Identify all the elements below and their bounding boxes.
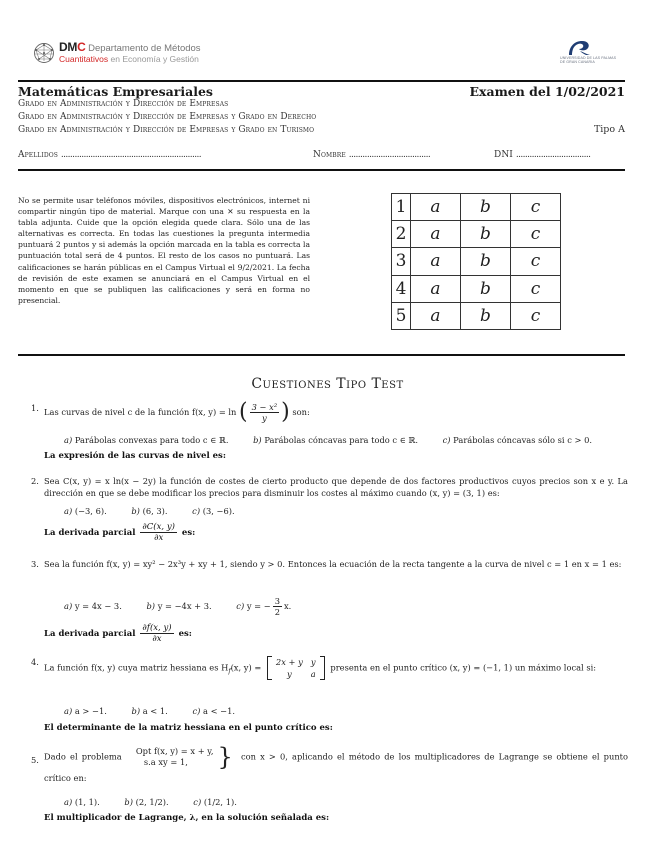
- dmc-line1: Departamento de Métodos: [88, 43, 201, 54]
- answer-cell-c[interactable]: c: [511, 302, 561, 329]
- dni-field[interactable]: [494, 150, 590, 160]
- question-3-options: [64, 596, 313, 617]
- question-number: 4.: [31, 657, 39, 667]
- option-b[interactable]: b) Parábolas cóncavas para todo c ∈ ℝ.: [253, 435, 418, 445]
- option-b[interactable]: b) a < 1.: [131, 706, 168, 716]
- option-b[interactable]: b) (6, 3).: [131, 506, 168, 516]
- option-b[interactable]: b) y = −4x + 3.: [146, 601, 212, 611]
- option-a[interactable]: a) (−3, 6).: [64, 506, 107, 516]
- answer-cell-a[interactable]: a: [411, 194, 461, 221]
- name-field[interactable]: [313, 150, 430, 160]
- degree-line-3: Grado en Administración y Dirección de Empresas y Grado en Turismo: [18, 125, 315, 135]
- fraction: $\frac{\partial f(x, y)}{\partial x}$: [142, 623, 172, 644]
- answer-cell-a[interactable]: a: [411, 221, 461, 248]
- question-2: [31, 475, 628, 499]
- instructions-text: No se permite usar teléfonos móviles, dispositivos electrónicos, internet ni compartir ningún tipo de material. Marque con una ✕ su respuesta en la tabla adjunta. Cuide que la opción elegida quede clara. Sólo una de las alternativas es correcta. En todas las cuestiones la pregunta intermedia puntuará 2 puntos y si además la opción marcada en la tabla es correcta la puntuación total será de 4 puntos. El resto de los casos no puntuará. Las calificaciones se harán públicas en el Campus Virtual el 9/2/2021. La fecha de revisión de este examen se anunciará en el Campus Virtual en el momento en que se publiquen las calificaciones y será en forma no presencial.: [18, 196, 310, 305]
- answer-cell-a[interactable]: a: [411, 302, 461, 329]
- question-4-options: [64, 706, 257, 716]
- header-top-rule: [18, 80, 625, 82]
- right-paren: ): [281, 399, 290, 425]
- answer-cell-b[interactable]: b: [461, 221, 511, 248]
- question-5-options: [64, 797, 259, 807]
- answer-cell-a[interactable]: a: [411, 275, 461, 302]
- section-divider-rule: [18, 354, 625, 356]
- ulpgc-emblem-icon: [566, 40, 592, 56]
- option-c[interactable]: c) a < −1.: [192, 706, 236, 716]
- question-4-sub: El determinante de la matriz hessiana en el punto crítico es:: [44, 723, 333, 733]
- option-a[interactable]: a) Parábolas convexas para todo c ∈ ℝ.: [64, 435, 229, 445]
- ulpgc-logo: [560, 40, 630, 65]
- question-text: Sea C(x, y) = x ln(x − 2y) la función de costes de cierto producto que depende de dos factores productivos cuyos precios son x e y. La dirección en que se debe modificar los precios para disminuir los costes al máximo cuando (x, y) = (3, 1) es:: [44, 476, 628, 498]
- question-text: Las curvas de nivel c de la función f(x, y) = ln: [44, 407, 237, 417]
- dmc-line2-rest: en Economía y Gestión: [108, 54, 199, 64]
- answer-cell-b[interactable]: b: [461, 194, 511, 221]
- answer-cell-b[interactable]: b: [461, 275, 511, 302]
- answer-row-2: [392, 221, 561, 248]
- question-3-sub: La derivada parcial $\frac{\partial f(x, y)}{\partial x}$ es:: [44, 623, 192, 644]
- question-number: 1.: [31, 403, 39, 413]
- option-c[interactable]: c) Parábolas cóncavas sólo si c > 0.: [442, 435, 593, 445]
- section-title: Cuestiones Tipo Test: [251, 376, 404, 392]
- option-a[interactable]: a) a > −1.: [64, 706, 107, 716]
- dmc-abbr: DM: [59, 40, 78, 54]
- ulpgc-line1: UNIVERSIDAD DE LAS PALMAS: [560, 56, 617, 60]
- fraction: $\frac{\partial C(x, y)}{\partial x}$: [142, 522, 175, 543]
- exam-type: Tipo A: [593, 124, 625, 135]
- name-dots: ....................................: [348, 150, 431, 160]
- question-2-sub: La derivada parcial $\frac{\partial C(x, y)}{\partial x}$ es:: [44, 522, 196, 543]
- answer-cell-c[interactable]: c: [511, 275, 561, 302]
- hessian-matrix: 2x + y y y a: [267, 656, 325, 680]
- question-text: Sea la función f(x, y) = xy² − 2x³y + xy + 1, siendo y > 0. Entonces la ecuación de la recta tangente a la curva de nivel c = 1 en x = 1 es:: [44, 559, 622, 569]
- answer-row-4: [392, 275, 561, 302]
- question-1: 1. Las curvas de nivel c de la función f(x, y) = ln ( $\frac{\text{3 − x²}}{y}$ ) son:: [31, 399, 310, 425]
- dmc-abbr-c: C: [77, 40, 86, 54]
- left-paren: (: [239, 399, 248, 425]
- name-label: Nombre: [313, 150, 346, 160]
- answer-row-5: [392, 302, 561, 329]
- option-c[interactable]: c) (3, −6).: [192, 506, 235, 516]
- answer-cell-c[interactable]: c: [511, 194, 561, 221]
- header-bottom-rule: [18, 169, 625, 171]
- question-5: 5. Dado el problema Opt f(x, y) = x + y, s.a xy = 1, } con x > 0, aplicando el método de los multiplicadores de Lagrange se obtiene el punto crítico en:: [31, 743, 629, 783]
- ulpgc-line2: DE GRAN CANARIA: [560, 60, 595, 65]
- answer-table: [391, 193, 561, 330]
- question-3: [31, 558, 628, 570]
- answer-cell-b[interactable]: b: [461, 302, 511, 329]
- answer-cell-c[interactable]: c: [511, 248, 561, 275]
- degree-line-1: Grado en Administración y Dirección de Empresas: [18, 99, 229, 109]
- question-number: 2.: [31, 476, 39, 486]
- row-number: 1: [392, 194, 411, 221]
- question-1-options: [64, 435, 614, 445]
- row-number: 5: [392, 302, 411, 329]
- exam-date: Examen del 1/02/2021: [469, 84, 625, 99]
- dni-label: DNI: [494, 150, 513, 160]
- degree-line-2: Grado en Administración y Dirección de Empresas y Grado en Derecho: [18, 112, 317, 122]
- surname-field[interactable]: [18, 150, 201, 160]
- option-a[interactable]: a) (1, 1).: [64, 797, 100, 807]
- option-a[interactable]: a) y = 4x − 3.: [64, 601, 122, 611]
- question-number: 3.: [31, 559, 39, 569]
- option-c[interactable]: c) y = − $\frac{3}{2}$ x.: [236, 596, 292, 617]
- answer-cell-c[interactable]: c: [511, 221, 561, 248]
- right-brace: }: [217, 743, 233, 771]
- dmc-logo: [33, 42, 201, 64]
- answer-row-3: [392, 248, 561, 275]
- dni-dots: .................................: [515, 150, 591, 160]
- answer-row-1: [392, 194, 561, 221]
- row-number: 3: [392, 248, 411, 275]
- fraction: $\frac{\text{3 − x²}}{y}$: [251, 402, 278, 423]
- answer-cell-a[interactable]: a: [411, 248, 461, 275]
- question-number: 5.: [31, 755, 39, 765]
- question-5-sub: El multiplicador de Lagrange, λ, en la solución señalada es:: [44, 813, 330, 823]
- dmc-line2-red: Cuantitativos: [59, 54, 109, 64]
- optimization-system: Opt f(x, y) = x + y, s.a xy = 1,: [135, 746, 214, 767]
- answer-cell-b[interactable]: b: [461, 248, 511, 275]
- row-number: 2: [392, 221, 411, 248]
- option-c[interactable]: c) (1/2, 1).: [193, 797, 237, 807]
- network-globe-icon: [33, 42, 55, 64]
- question-4: 4. La función f(x, y) cuya matriz hessiana es $H_f(x$, y) = 2x + y y y a presenta en el punto crítico (x, y) = (−1, 1) un máximo local si:: [31, 657, 597, 679]
- course-title: Matemáticas Empresariales: [18, 84, 213, 99]
- question-2-options: [64, 506, 257, 516]
- question-1-sub: La expresión de las curvas de nivel es:: [44, 451, 226, 461]
- option-b[interactable]: b) (2, 1/2).: [124, 797, 169, 807]
- surname-label: Apellidos: [18, 150, 58, 160]
- row-number: 4: [392, 275, 411, 302]
- surname-dots: ..............................................................: [60, 150, 202, 160]
